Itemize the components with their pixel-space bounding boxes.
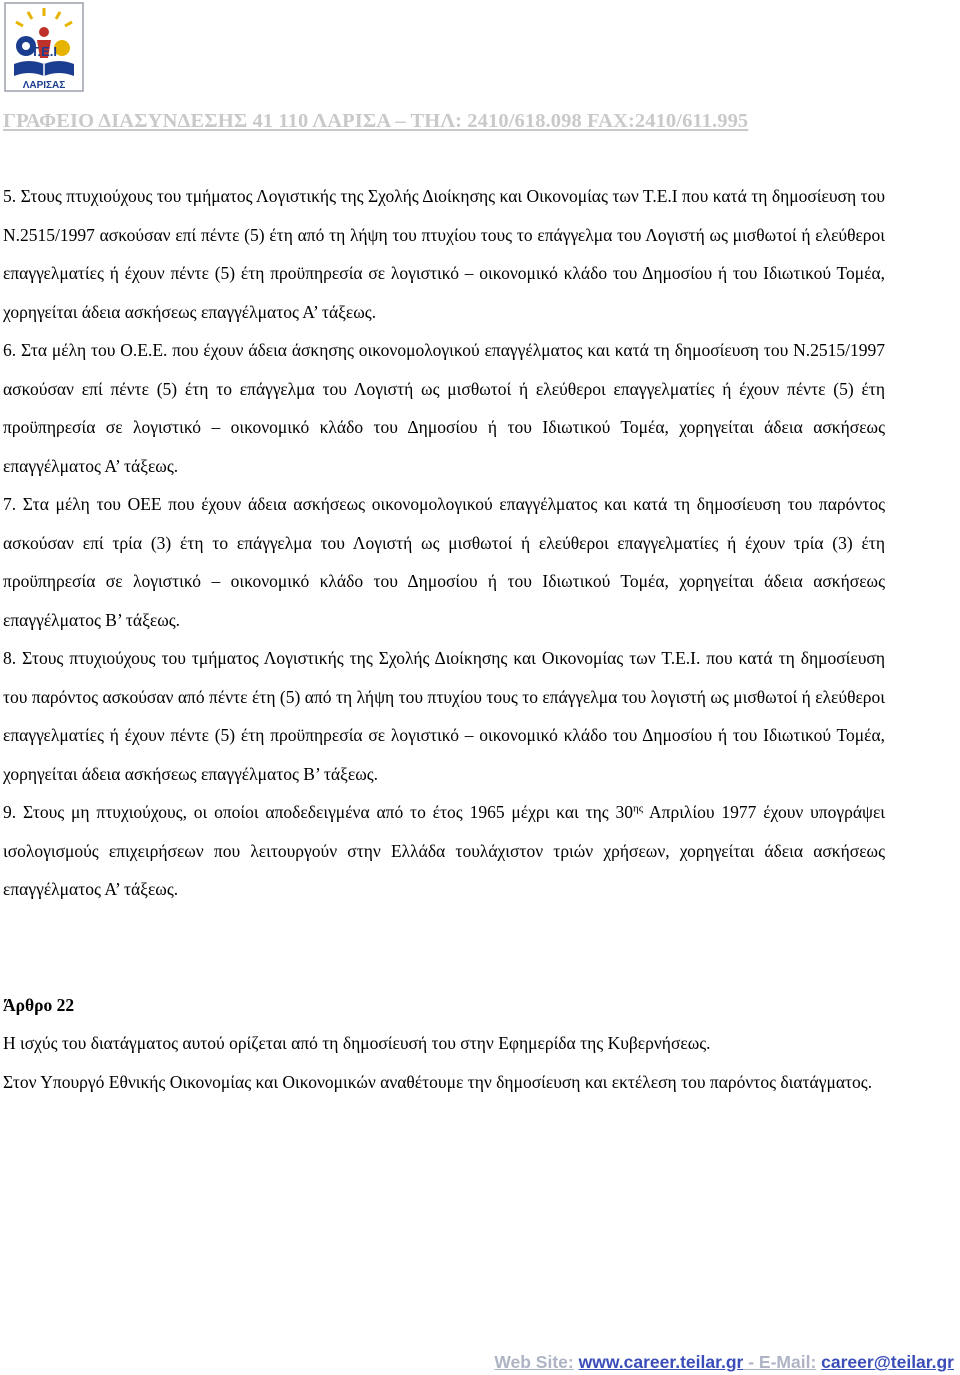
web-site-label: Web Site: xyxy=(494,1352,574,1372)
office-contact-line: ΓΡΑΦΕΙΟ ΔΙΑΣΥΝΔΕΣΗΣ 41 110 ΛΑΡΙΣΑ – ΤΗΛ: 2410/618.098 FAX:2410/611.995 xyxy=(3,110,749,132)
email-label: E-Mail: xyxy=(758,1352,817,1372)
teilar-career-office-logo-icon xyxy=(4,2,84,92)
email-link[interactable]: career@teilar.gr xyxy=(821,1352,954,1372)
section-gap xyxy=(3,909,885,986)
paragraph-8: 8. Στους πτυχιούχους του τμήματος Λογιστικής της Σχολής Διοίκησης και Οικονομίας των Τ.Ε.Ι. που κατά τη δημοσίευση του παρόντος ασκούσαν από πέντε έτη (5) από τη λήψη του πτυχίου τους το επάγγελμα του λογιστή ως μισθωτοί ή ελεύθεροι επαγγελματίες ή έχουν πέντε (5) έτη προϋπηρεσία σε λογιστικό – οικονομικό κλάδο του Δημοσίου ή του Ιδιωτικού Τομέα, χορηγείται άδεια ασκήσεως επαγγέλματος Β’ τάξεως. xyxy=(3,648,885,784)
article-title: Άρθρο 22 xyxy=(3,994,75,1015)
logo-text-top: Τ.Ε.Ι xyxy=(30,44,58,59)
logo-text-bottom: ΛΑΡΙΣΑΣ xyxy=(22,80,66,91)
article-paragraph-2: Στον Υπουργό Εθνικής Οικονομίας και Οικονομικών αναθέτουμε την δημοσίευση και εκτέλεση του παρόντος διατάγματος. xyxy=(3,1071,873,1092)
paragraph-9-start: 9. Στους μη πτυχιούχους, οι οποίοι αποδεδειγμένα από το έτος 1965 μέχρι και της 30 xyxy=(3,802,634,822)
article-paragraph-1: Η ισχύς του διατάγματος αυτού ορίζεται από τη δημοσίευσή του στην Εφημερίδα της Κυβερνήσεως. xyxy=(3,1033,711,1053)
document-body xyxy=(3,177,885,1101)
ordinal-suffix: ης xyxy=(633,802,644,815)
paragraph-6: 6. Στα μέλη του Ο.Ε.Ε. που έχουν άδεια άσκησης οικονομολογικού επαγγέλματος και κατά τη δημοσίευση του Ν.2515/1997 ασκούσαν επί πέντε (5) έτη το επάγγελμα του Λογιστή ως μισθωτοί ή ελεύθεροι επαγγελματίες ή έχουν πέντε (5) έτη προϋπηρεσία σε λογιστικό – οικονομικό κλάδο του Δημοσίου ή του Ιδιωτικού Τομέα, χορηγείται άδεια ασκήσεως επαγγέλματος Α’ τάξεως. xyxy=(3,340,885,476)
paragraph-5: 5. Στους πτυχιούχους του τμήματος Λογιστικής της Σχολής Διοίκησης και Οικονομίας των Τ.Ε.Ι που κατά τη δημοσίευση του Ν.2515/1997 ασκούσαν επί πέντε (5) έτη από τη λήψη του πτυχίου τους το επάγγελμα του Λογιστή ως μισθωτοί ή ελεύθεροι επαγγελματίες ή έχουν πέντε (5) έτη προϋπηρεσία σε λογιστικό – οικονομικό κλάδο του Δημοσίου ή του Ιδιωτικού Τομέα, χορηγείται άδεια ασκήσεως επαγγέλματος Α’ τάξεως. xyxy=(3,186,885,322)
footer-separator: - xyxy=(743,1352,759,1372)
paragraph-9 xyxy=(3,793,885,909)
paragraph-9-end: Απριλίου 1977 έχουν υπογράψει ισολογισμούς επιχειρήσεων που λειτουργούν στην Ελλάδα τουλάχιστον τριών χρήσεων, χορηγείται άδεια ασκήσεως επαγγέλματος Α’ τάξεως. xyxy=(3,802,886,899)
web-site-link[interactable]: www.career.teilar.gr xyxy=(578,1352,744,1372)
paragraph-7: 7. Στα μέλη του ΟΕΕ που έχουν άδεια ασκήσεως οικονομολογικού επαγγέλματος και κατά τη δημοσίευση του παρόντος ασκούσαν επί τρία (3) έτη το επάγγελμα του Λογιστή ως μισθωτοί ή ελεύθεροι επαγγελματίες ή έχουν τρία (3) έτη προϋπηρεσία σε λογιστικό – οικονομικό κλάδο του Δημοσίου ή του Ιδιωτικού Τομέα, χορηγείται άδεια ασκήσεως επαγγέλματος Β’ τάξεως. xyxy=(3,494,885,630)
footer xyxy=(494,1352,954,1373)
